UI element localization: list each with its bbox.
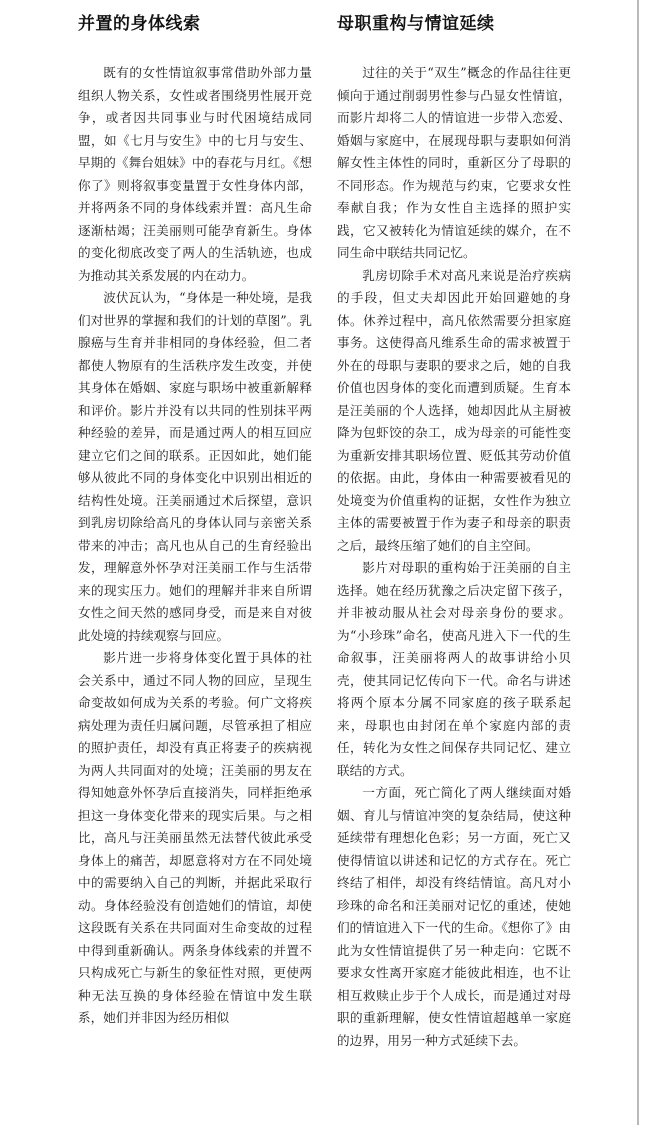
paragraph: 乳房切除手术对高凡来说是治疗疾病的手段，但丈夫却因此开始回避她的身体。休养过程中，高凡依然需要分担家庭事务。这使得高凡维系生命的需求被置于外在的母职与妻职的要求之后，她的自我价值也因身体的变化而遭到质疑。生育本是汪美丽的个人选择，她却因此从主厨被降为包虾饺的杂工，成为母亲的可能性变为重新安排其职场位置、贬低其劳动价值的依据。由此，身体由一种需要被看见的处境变为价值重构的证据，女性作为独立主体的需要被置于作为妻子和母亲的职责之后，最终压缩了她们的自主空间。 — [337, 267, 571, 553]
paragraph: 过往的关于“双生”概念的作品往往更倾向于通过削弱男性参与凸显女性情谊，而影片却将二人的情谊进一步带入恋爱、婚姻与家庭中，在展现母职与妻职如何消解女性主体性的同时，重新区分了母职的不同形态。作为规范与约束，它要求女性奉献自我；作为女性自主选择的照护实践，它又被转化为情谊延续的媒介，在不同生命中联结共同记忆。 — [337, 65, 571, 260]
paragraph: 波伏瓦认为，“身体是一种处境，是我们对世界的掌握和我们的计划的草图”。乳腺癌与生育并非相同的身体经验，但二者都使人物原有的生活秩序发生改变，并使其身体在婚姻、家庭与职场中被重新解释和评价。影片并没有以共同的性别抹平两种经验的差异，而是通过两人的相互回应建立它们之间的联系。正因如此，她们能够从彼此不同的身体变化中识别出相近的结构性处境。汪美丽通过术后探望，意识到乳房切除给高凡的身体认同与亲密关系带来的冲击；高凡也从自己的生育经验出发，理解意外怀孕对汪美丽工作与生活带来的现实压力。她们的理解并非来自所谓女性之间天然的感同身受，而是来自对彼此处境的持续观察与回应。 — [78, 290, 312, 643]
paragraph: 影片进一步将身体变化置于具体的社会关系中，通过不同人物的回应，呈现生命变故如何成为关系的考验。何广文将疾病处理为责任归属问题，尽管承担了相应的照护责任，却没有真正将妻子的疾病视为两人共同面对的处境；汪美丽的男友在得知她意外怀孕后直接消失，同样拒绝承担这一身体变化带来的现实后果。与之相比，高凡与汪美丽虽然无法替代彼此承受身体上的痛苦，却愿意将对方在不同处境中的需要纳入自己的判断，并据此采取行动。身体经验没有创造她们的情谊，却使这段既有关系在共同面对生命变故的过程中得到重新确认。两条身体线索的并置不只构成死亡与新生的象征性对照，更使两种无法互换的身体经验在情谊中发生联系，她们并非因为经历相似 — [78, 650, 312, 1025]
left-column — [78, 10, 312, 1030]
section-title-right: 母职重构与情谊延续 — [337, 14, 495, 34]
right-column — [337, 10, 571, 1052]
paragraph: 影片对母职的重构始于汪美丽的自主选择。她在经历犹豫之后决定留下孩子，并非被动服从社会对母亲身份的要求。为“小珍珠”命名，使高凡进入下一代的生命叙事，汪美丽将两人的故事讲给小贝壳，使其同记忆传向下一代。命名与讲述将两个原本分属不同家庭的孩子联系起来，母职也由封闭在单个家庭内部的责任，转化为女性之间保存共同记忆、建立联结的方式。 — [337, 560, 571, 778]
section-title-left: 并置的身体线索 — [78, 14, 201, 34]
page-edge-line — [637, 0, 639, 1125]
paragraph: 既有的女性情谊叙事常借助外部力量组织人物关系，女性或者围绕男性展开竞争，或者因共同事业与时代困境结成同盟，如《七月与安生》中的七月与安生、早期的《舞台姐妹》中的春花与月红。《想你了》则将叙事变量置于女性身体内部，并将两条不同的身体线索并置：高凡生命逐渐枯竭；汪美丽则可能孕育新生。身体的变化彻底改变了两人的生活轨迹，也成为推动其关系发展的内在动力。 — [78, 65, 312, 283]
paragraph: 一方面，死亡简化了两人继续面对婚姻、育儿与情谊冲突的复杂结局，使这种延续带有理想化色彩；另一方面，死亡又使得情谊以讲述和记忆的方式存在。死亡终结了相伴，却没有终结情谊。高凡对小珍珠的命名和汪美丽对记忆的重述，使她们的情谊进入下一代的生命。《想你了》由此为女性情谊提供了另一种走向：它既不要求女性离开家庭才能彼此相连，也不让相互救赎止步于个人成长，而是通过对母职的重新理解，使女性情谊超越单一家庭的边界，用另一种方式延续下去。 — [337, 785, 571, 1048]
